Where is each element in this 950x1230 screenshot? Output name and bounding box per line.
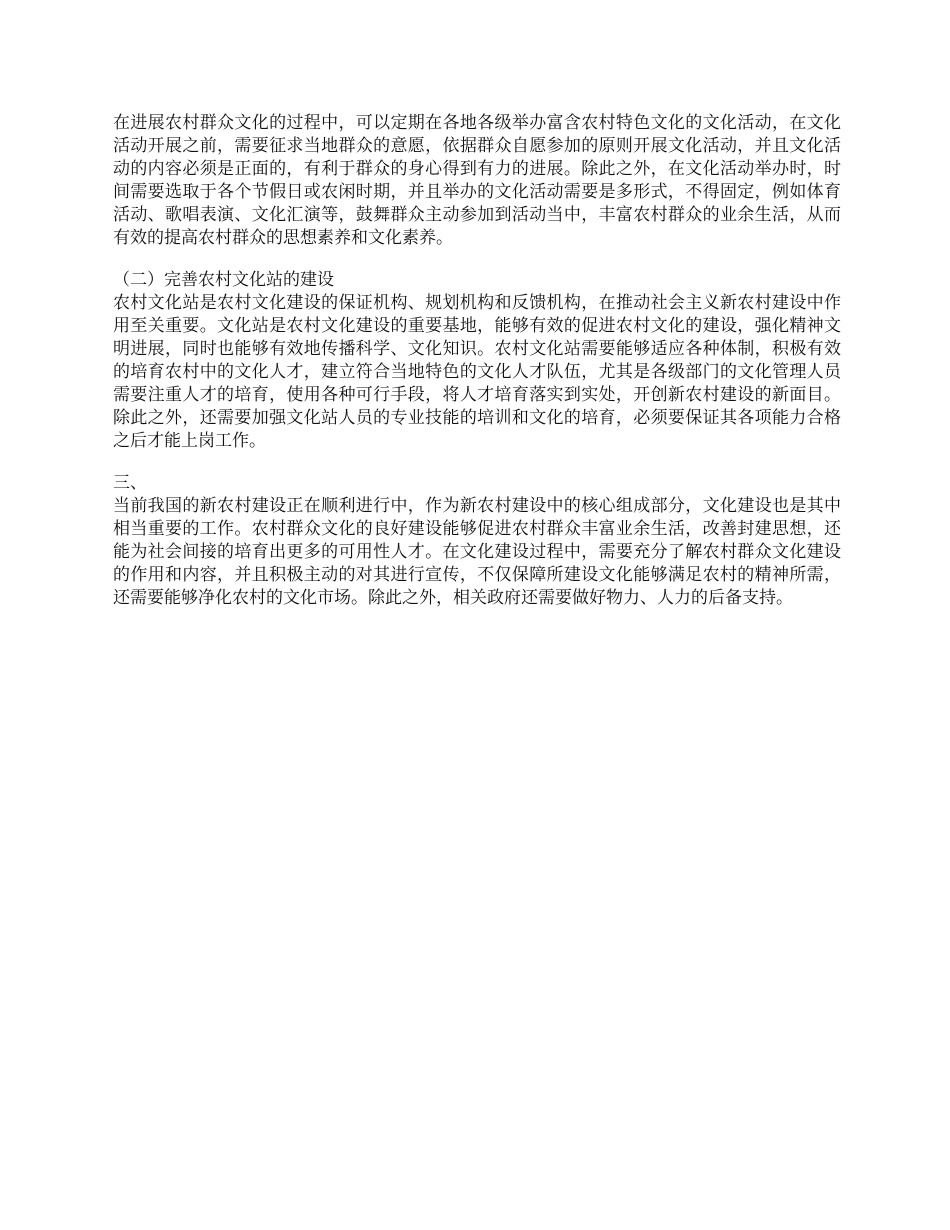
paragraph-rural-culture-activities: 在进展农村群众文化的过程中，可以定期在各地各级举办富含农村特色文化的文化活动，在文化活动开展之前，需要征求当地群众的意愿，依据群众自愿参加的原则开展文化活动，并且文化活动的内容必须是正面的，有利于群众的身心得到有力的进展。除此之外，在文化活动举办时，时间需要选取于各个节假日或农闲时期，并且举办的文化活动需要是多形式，不得固定，例如体育活动、歌唱表演、文化汇演等，鼓舞群众主动参加到活动当中，丰富农村群众的业余生活，从而有效的提高农村群众的思想素养和文化素养。 bbox=[113, 113, 841, 248]
paragraph-cultural-station: 农村文化站是农村文化建设的保证机构、规划机构和反馈机构，在推动社会主义新农村建设中作用至关重要。文化站是农村文化建设的重要基地，能够有效的促进农村文化的建设，强化精神文明进展，同时也能够有效地传播科学、文化知识。农村文化站需要能够适应各种体制，积极有效的培育农村中的文化人才，建立符合当地特色的文化人才队伍，尤其是各级部门的文化管理人员需要注重人才的培育，使用各种可行手段，将人才培育落实到实处，开创新农村建设的新面目。除此之外，还需要加强文化站人员的专业技能的培训和文化的培育，必须要保证其各项能力合格之后才能上岗工作。 bbox=[113, 293, 841, 451]
section-heading-cultural-station: （二）完善农村文化站的建设 bbox=[113, 270, 334, 290]
section-heading-three: 三、 bbox=[113, 473, 147, 493]
document-body bbox=[113, 112, 841, 610]
paragraph-conclusion: 当前我国的新农村建设正在顺利进行中，作为新农村建设中的核心组成部分，文化建设也是其中相当重要的工作。农村群众文化的良好建设能够促进农村群众丰富业余生活，改善封建思想，还能为社会间接的培育出更多的可用性人才。在文化建设过程中，需要充分了解农村群众文化建设的作用和内容，并且积极主动的对其进行宣传，不仅保障所建设文化能够满足农村的精神所需，还需要能够净化农村的文化市场。除此之外，相关政府还需要做好物力、人力的后备支持。 bbox=[113, 496, 841, 608]
